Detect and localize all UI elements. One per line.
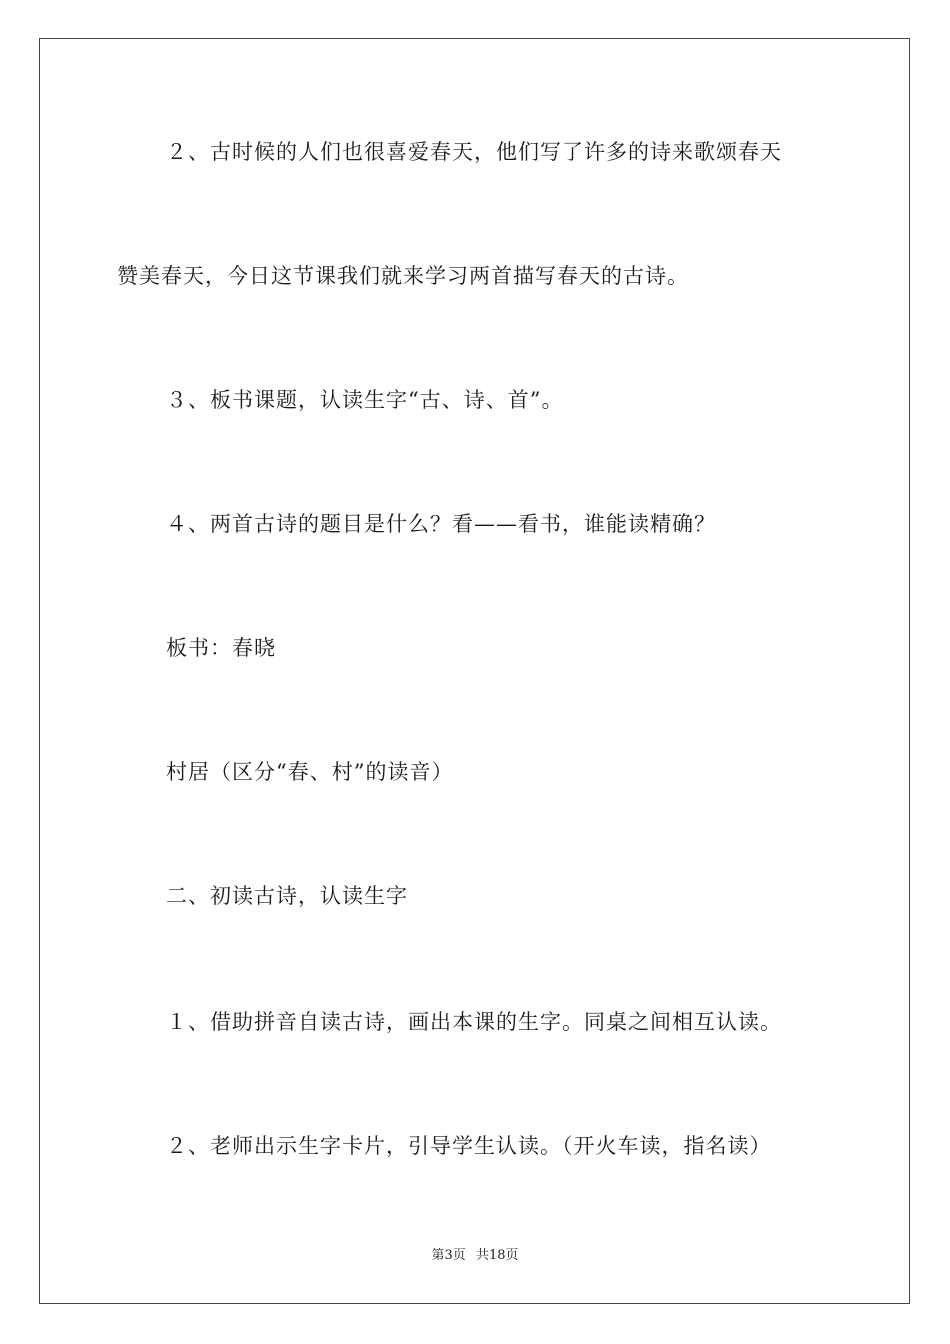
paragraph-3: ３、板书课题，认读生字“古、诗、首”。 bbox=[166, 388, 564, 412]
page-border bbox=[39, 38, 910, 1304]
paragraph-5: 板书：春晓 bbox=[166, 636, 276, 660]
page-number: 第3页 bbox=[431, 1248, 466, 1263]
paragraph-7: 二、初读古诗，认读生字 bbox=[166, 884, 408, 908]
paragraph-4: ４、两首古诗的题目是什么？看——看书，谁能读精确？ bbox=[166, 512, 716, 536]
paragraph-6: 村居（区分“春、村”的读音） bbox=[166, 760, 454, 784]
page-total: 共18页 bbox=[475, 1248, 519, 1263]
paragraph-9: ２、老师出示生字卡片，引导学生认读。（开火车读，指名读） bbox=[166, 1134, 772, 1158]
paragraph-1: ２、古时候的人们也很喜爱春天，他们写了许多的诗来歌颂春天 bbox=[166, 140, 782, 164]
page-footer bbox=[0, 1247, 950, 1265]
paragraph-8: １、借助拼音自读古诗，画出本课的生字。同桌之间相互认读。 bbox=[166, 1010, 782, 1034]
paragraph-2: 赞美春天，今日这节课我们就来学习两首描写春天的古诗。 bbox=[117, 264, 689, 288]
